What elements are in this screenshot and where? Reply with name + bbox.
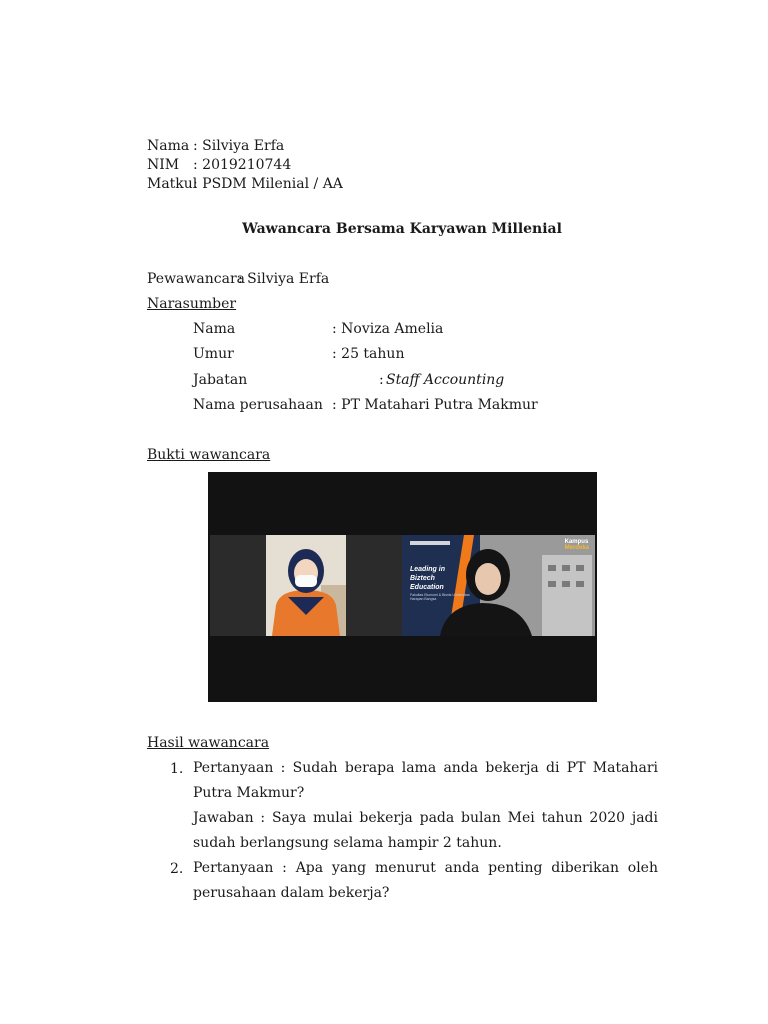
slide-title-line-1: Leading in xyxy=(410,566,445,573)
badge-line-2: Merdeka xyxy=(564,545,589,551)
document-title: Wawancara Bersama Karyawan Millenial xyxy=(242,221,562,237)
interviewer-figure-icon xyxy=(266,535,346,636)
narasumber-umur-label: Umur xyxy=(193,346,234,362)
narasumber-perusahaan-label: Nama perusahaan xyxy=(193,397,323,413)
narasumber-umur-value: : 25 tahun xyxy=(332,346,405,362)
matkul-label: Matkul xyxy=(147,176,198,192)
qa-question: Pertanyaan : Apa yang menurut anda penting diberikan oleh perusahaan dalam bekerja? xyxy=(193,860,658,901)
video-call-screenshot xyxy=(208,472,597,702)
qa-number: 2. xyxy=(170,861,184,877)
bukti-heading: Bukti wawancara xyxy=(147,447,271,463)
slide-title-line-3: Education xyxy=(410,584,444,591)
slide-subtitle: Fakultas Ekonomi & Bisnis Universitas Harapan Bangsa xyxy=(410,593,470,601)
qa-number: 1. xyxy=(170,761,184,777)
kampus-merdeka-badge xyxy=(565,539,589,551)
narasumber-jabatan-label: Jabatan xyxy=(193,372,248,388)
nim-label: NIM xyxy=(147,157,180,173)
narasumber-perusahaan-value: : PT Matahari Putra Makmur xyxy=(332,397,538,413)
interviewee-video-tile xyxy=(402,535,595,636)
narasumber-nama-label: Nama xyxy=(193,321,236,337)
narasumber-jabatan-value: Staff Accounting xyxy=(386,372,505,388)
nim-value: : 2019210744 xyxy=(193,157,292,173)
nama-value: : Silviya Erfa xyxy=(193,138,285,154)
qa-question: Pertanyaan : Sudah berapa lama anda bekerja di PT Matahari Putra Makmur? xyxy=(193,760,658,801)
hasil-heading: Hasil wawancara xyxy=(147,735,270,751)
badge-line-1: Kampus xyxy=(564,539,589,545)
matkul-value: : PSDM Milenial / AA xyxy=(193,176,343,192)
slide-title xyxy=(410,565,445,592)
slide-title-line-2: Biztech xyxy=(410,575,435,582)
qa-answer: Jawaban : Saya mulai bekerja pada bulan Mei tahun 2020 jadi sudah berlangsung selama hampir 2 tahun. xyxy=(193,810,658,851)
interviewer-video xyxy=(266,535,346,636)
pewawancara-label: Pewawancara xyxy=(147,271,245,287)
narasumber-heading: Narasumber xyxy=(147,296,237,312)
nama-label: Nama xyxy=(147,138,190,154)
narasumber-nama-value: : Noviza Amelia xyxy=(332,321,444,337)
narasumber-jabatan-colon: : xyxy=(379,372,384,388)
pewawancara-value: : Silviya Erfa xyxy=(238,271,330,287)
